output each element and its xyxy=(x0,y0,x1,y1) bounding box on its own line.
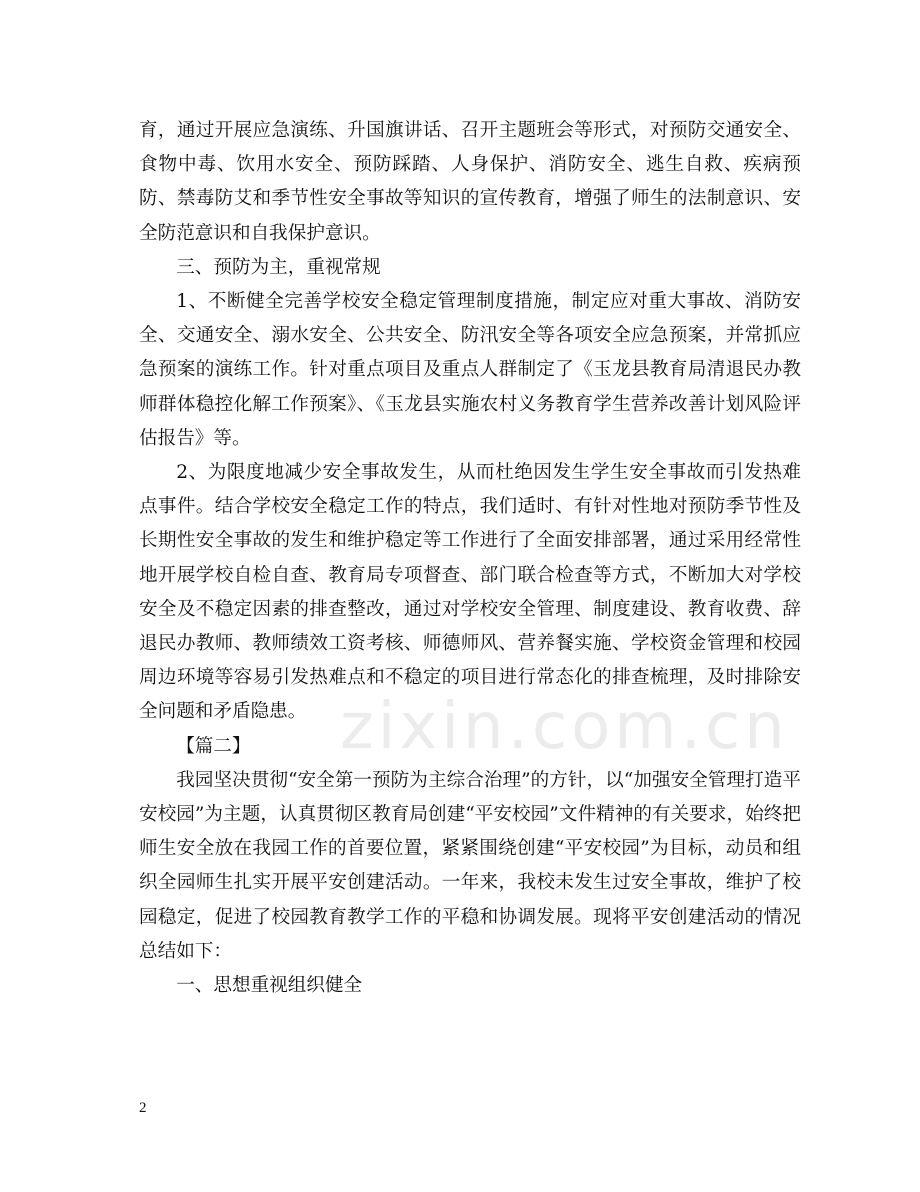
paragraph-intro-part-two: 我园坚决贯彻“安全第一预防为主综合治理”的方针，以“加强安全管理打造平安校园”为主题，认真贯彻区教育局创建“平安校园”文件精神的有关要求，始终把师生安全放在我园工作的首要位置，紧紧围绕创建“平安校园”为目标，动员和组织全园师生扎实开展平安创建活动。一年来，我校未发生过安全事故，维护了校园稳定，促进了校园教育教学工作的平稳和协调发展。现将平安创建活动的情况总结如下： xyxy=(139,769,801,962)
paragraph-item-1: 1、不断健全完善学校安全稳定管理制度措施，制定应对重大事故、消防安全、交通安全、溺水安全、公共安全、防汛安全等各项安全应急预案，并常抓应急预案的演练工作。针对重点项目及重点人群制定了《玉龙县教育局清退民办教师群体稳控化解工作预案》、《玉龙县实施农村义务教育学生营养改善计划风险评估报告》等。 xyxy=(139,291,801,449)
paragraph-item-2: 2、为限度地减少安全事故发生，从而杜绝因发生学生安全事故而引发热难点事件。结合学校安全稳定工作的特点，我们适时、有针对性地对预防季节性及长期性安全事故的发生和维护稳定等工作进行了全面安排部署，通过采用经常性地开展学校自检自查、教育局专项督查、部门联合检查等方式，不断加大对学校安全及不稳定因素的排查整改，通过对学校安全管理、制度建设、教育收费、辞退民办教师、教师绩效工资考核、师德师风、营养餐实施、学校资金管理和校园周边环境等容易引发热难点和不稳定的项目进行常态化的排查梳理，及时排除安全问题和矛盾隐患。 xyxy=(139,462,801,723)
document-body xyxy=(139,114,801,1003)
section-heading-prevention: 三、预防为主，重视常规 xyxy=(176,256,381,278)
page-number: 2 xyxy=(139,1100,147,1116)
section-heading-organization: 一、思想重视组织健全 xyxy=(176,975,363,997)
chapter-heading-part-two: 【篇二】 xyxy=(176,735,251,757)
watermark-text: zixin.com.cn xyxy=(340,690,789,764)
paragraph-safety-education: 育，通过开展应急演练、升国旗讲话、召开主题班会等形式，对预防交通安全、食物中毒、饮用水安全、预防踩踏、人身保护、消防安全、逃生自救、疾病预防、禁毒防艾和季节性安全事故等知识的宣传教育，增强了师生的法制意识、安全防范意识和自我保护意识。 xyxy=(139,120,801,244)
